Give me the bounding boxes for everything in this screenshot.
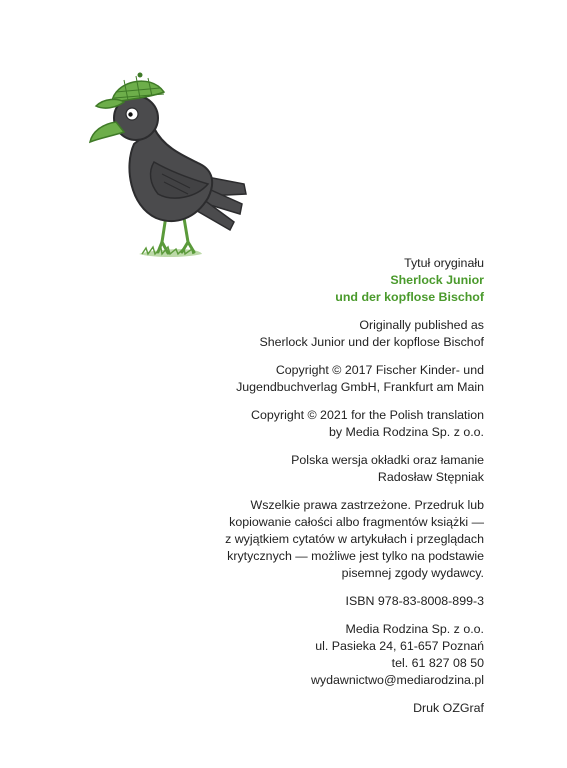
rights-line-4: krytycznych — możliwe jest tylko na podstawie xyxy=(227,549,484,563)
copyright-translation-block xyxy=(164,407,484,441)
crow-eye-icon xyxy=(126,108,138,120)
imprint-text xyxy=(164,255,484,728)
copyright-translation-line-1: Copyright © 2021 for the Polish translation xyxy=(251,408,484,422)
rights-line-3: z wyjątkiem cytatów w artykułach i przeglądach xyxy=(225,532,484,546)
original-title-line-2: und der kopflose Bischof xyxy=(335,290,484,304)
publisher-email: wydawnictwo@mediarodzina.pl xyxy=(310,673,484,687)
rights-line-2: kopiowanie całości albo fragmentów książki — xyxy=(229,515,484,529)
publisher-name: Media Rodzina Sp. z o.o. xyxy=(345,622,484,636)
rights-line-1: Wszelkie prawa zastrzeżone. Przedruk lub xyxy=(250,498,484,512)
original-title-block xyxy=(164,255,484,306)
printer-block xyxy=(164,700,484,717)
isbn-block xyxy=(164,593,484,610)
copyright-original-block xyxy=(164,362,484,396)
original-publication-line-2: Sherlock Junior und der kopflose Bischof xyxy=(259,335,484,349)
original-publication-block xyxy=(164,317,484,351)
cover-credit-line-2: Radosław Stępniak xyxy=(377,470,484,484)
publisher-block xyxy=(164,621,484,689)
cover-credit-block xyxy=(164,452,484,486)
crow-detective-icon xyxy=(84,66,254,266)
original-title-label: Tytuł oryginału xyxy=(404,256,484,270)
isbn: ISBN 978-83-8008-899-3 xyxy=(345,594,484,608)
rights-block xyxy=(164,497,484,582)
original-title-line-1: Sherlock Junior xyxy=(390,273,484,287)
copyright-translation-line-2: by Media Rodzina Sp. z o.o. xyxy=(329,425,484,439)
copyright-original-line-1: Copyright © 2017 Fischer Kinder- und xyxy=(275,363,484,377)
crow-beak xyxy=(90,122,124,142)
original-publication-line-1: Originally published as xyxy=(359,318,484,332)
copyright-original-line-2: Jugendbuchverlag GmbH, Frankfurt am Main xyxy=(236,380,484,394)
printer: Druk OZGraf xyxy=(413,701,484,715)
cover-credit-line-1: Polska wersja okładki oraz łamanie xyxy=(291,453,484,467)
rights-line-5: pisemnej zgody wydawcy. xyxy=(341,566,484,580)
publisher-phone: tel. 61 827 08 50 xyxy=(391,656,484,670)
publisher-address: ul. Pasieka 24, 61-657 Poznań xyxy=(315,639,484,653)
